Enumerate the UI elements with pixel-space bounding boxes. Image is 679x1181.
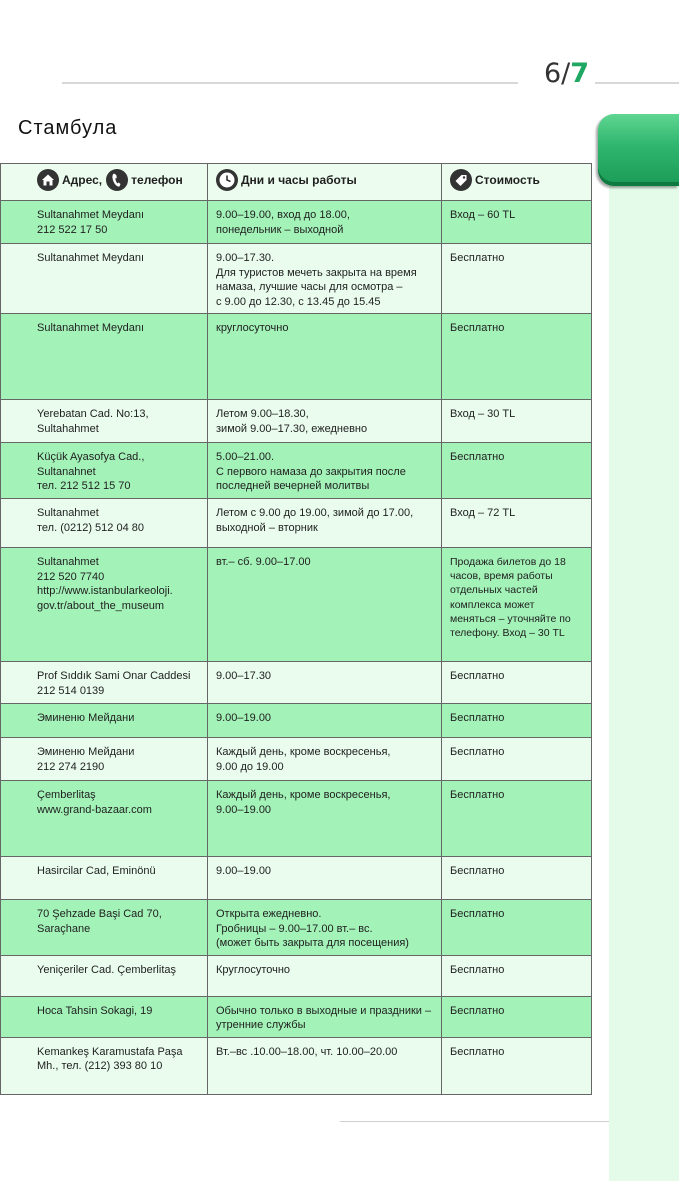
clock-icon: [216, 169, 238, 191]
hours-cell: Каждый день, кроме воскресенья, 9.00 до 19.00: [208, 738, 442, 781]
hours-cell: 9.00–19.00: [208, 857, 442, 900]
hours-cell: 9.00–17.30: [208, 662, 442, 704]
table-row: [1, 1037, 592, 1094]
hours-cell: Открыта ежедневно. Гробницы – 9.00–17.00 вт.– вс. (может быть закрыта для посещения): [208, 900, 442, 956]
header-address: Адрес,: [62, 173, 103, 187]
address-cell: Sultanahmet Meydanı 212 522 17 50: [1, 201, 208, 244]
green-tab-button[interactable]: [598, 114, 679, 186]
header-hours: [208, 164, 442, 201]
cost-cell: Бесплатно: [442, 244, 592, 314]
cost-cell: Бесплатно: [442, 314, 592, 400]
address-cell: Küçük Ayasofya Cad., Sultanahnet тел. 212 512 15 70: [1, 443, 208, 499]
page-total: 7: [570, 58, 590, 89]
hours-cell: круглосуточно: [208, 314, 442, 400]
header-phone: телефон: [131, 173, 183, 187]
home-icon: [37, 169, 59, 191]
cost-cell: Вход – 60 TL: [442, 201, 592, 244]
table-row: [1, 314, 592, 400]
address-cell: Sultanahmet тел. (0212) 512 04 80: [1, 499, 208, 548]
phone-icon: [106, 169, 128, 191]
price-tag-icon: [450, 169, 472, 191]
cost-cell: Бесплатно: [442, 704, 592, 738]
table-row: [1, 955, 592, 996]
table-row: [1, 499, 592, 548]
table-row: [1, 996, 592, 1037]
address-cell: Эминеню Мейдани 212 274 2190: [1, 738, 208, 781]
table-row: [1, 662, 592, 704]
address-cell: Hoca Tahsin Sokagi, 19: [1, 996, 208, 1037]
cost-cell: Бесплатно: [442, 781, 592, 857]
table-row: [1, 244, 592, 314]
hours-cell: 9.00–17.30. Для туристов мечеть закрыта на время намаза, лучшие часы для осмотра – с 9.00 до 12.30, с 13.45 до 15.45: [208, 244, 442, 314]
header-cost-label: Стоимость: [475, 173, 540, 187]
cost-cell: Бесплатно: [442, 1037, 592, 1094]
hours-cell: 9.00–19.00: [208, 704, 442, 738]
address-cell: Sultanahmet 212 520 7740 http://www.istanbularkeoloji. gov.tr/about_the_museum: [1, 548, 208, 662]
page-number: [544, 58, 589, 90]
table-row: [1, 201, 592, 244]
cost-cell: Бесплатно: [442, 900, 592, 956]
address-cell: Эминеню Мейдани: [1, 704, 208, 738]
cost-cell: Продажа билетов до 18 часов, время работы отдельных частей комплекса может меняться – уточняйте по телефону. Вход – 30 TL: [442, 548, 592, 662]
address-cell: Kemankeş Karamustafa Paşa Mh., тел. (212) 393 80 10: [1, 1037, 208, 1094]
address-cell: 70 Şehzade Başi Cad 70, Saraçhane: [1, 900, 208, 956]
table-row: [1, 704, 592, 738]
address-cell: Hasircilar Cad, Eminönü: [1, 857, 208, 900]
cost-cell: Бесплатно: [442, 443, 592, 499]
hours-cell: Обычно только в выходные и праздники – утренние службы: [208, 996, 442, 1037]
header-hours-label: Дни и часы работы: [241, 173, 357, 187]
cost-cell: Бесплатно: [442, 996, 592, 1037]
hours-cell: Летом 9.00–18.30, зимой 9.00–17.30, ежедневно: [208, 400, 442, 443]
cost-cell: Вход – 72 TL: [442, 499, 592, 548]
table-row: [1, 781, 592, 857]
header-address-phone: [1, 164, 208, 201]
table-row: [1, 738, 592, 781]
hours-cell: Круглосуточно: [208, 955, 442, 996]
address-cell: Yerebatan Cad. No:13, Sultahahmet: [1, 400, 208, 443]
address-cell: Prof Sıddık Sami Onar Caddesi 212 514 0139: [1, 662, 208, 704]
hours-cell: Каждый день, кроме воскресенья, 9.00–19.00: [208, 781, 442, 857]
address-cell: Sultanahmet Meydanı: [1, 314, 208, 400]
page-heading: Стамбула: [18, 117, 118, 139]
address-cell: Yeniçeriler Cad. Çemberlitaş: [1, 955, 208, 996]
info-table: [0, 163, 592, 1095]
bottom-divider: [340, 1121, 609, 1122]
cost-cell: Бесплатно: [442, 662, 592, 704]
top-divider: [62, 82, 518, 84]
cost-cell: Бесплатно: [442, 857, 592, 900]
header-cost: [442, 164, 592, 201]
top-divider-right: [595, 82, 679, 84]
hours-cell: вт.– сб. 9.00–17.00: [208, 548, 442, 662]
table-row: [1, 857, 592, 900]
table-row: [1, 400, 592, 443]
cost-cell: Вход – 30 TL: [442, 400, 592, 443]
table-row: [1, 548, 592, 662]
hours-cell: 5.00–21.00. С первого намаза до закрытия после последней вечерней молитвы: [208, 443, 442, 499]
address-cell: Çemberlitaş www.grand-bazaar.com: [1, 781, 208, 857]
table-row: [1, 443, 592, 499]
hours-cell: 9.00–19.00, вход до 18.00, понедельник – выходной: [208, 201, 442, 244]
page-current: 6/: [544, 58, 571, 89]
table-row: [1, 900, 592, 956]
side-strip: [609, 150, 679, 1181]
cost-cell: Бесплатно: [442, 738, 592, 781]
cost-cell: Бесплатно: [442, 955, 592, 996]
hours-cell: Летом с 9.00 до 19.00, зимой до 17.00, выходной – вторник: [208, 499, 442, 548]
hours-cell: Вт.–вс .10.00–18.00, чт. 10.00–20.00: [208, 1037, 442, 1094]
address-cell: Sultanahmet Meydanı: [1, 244, 208, 314]
